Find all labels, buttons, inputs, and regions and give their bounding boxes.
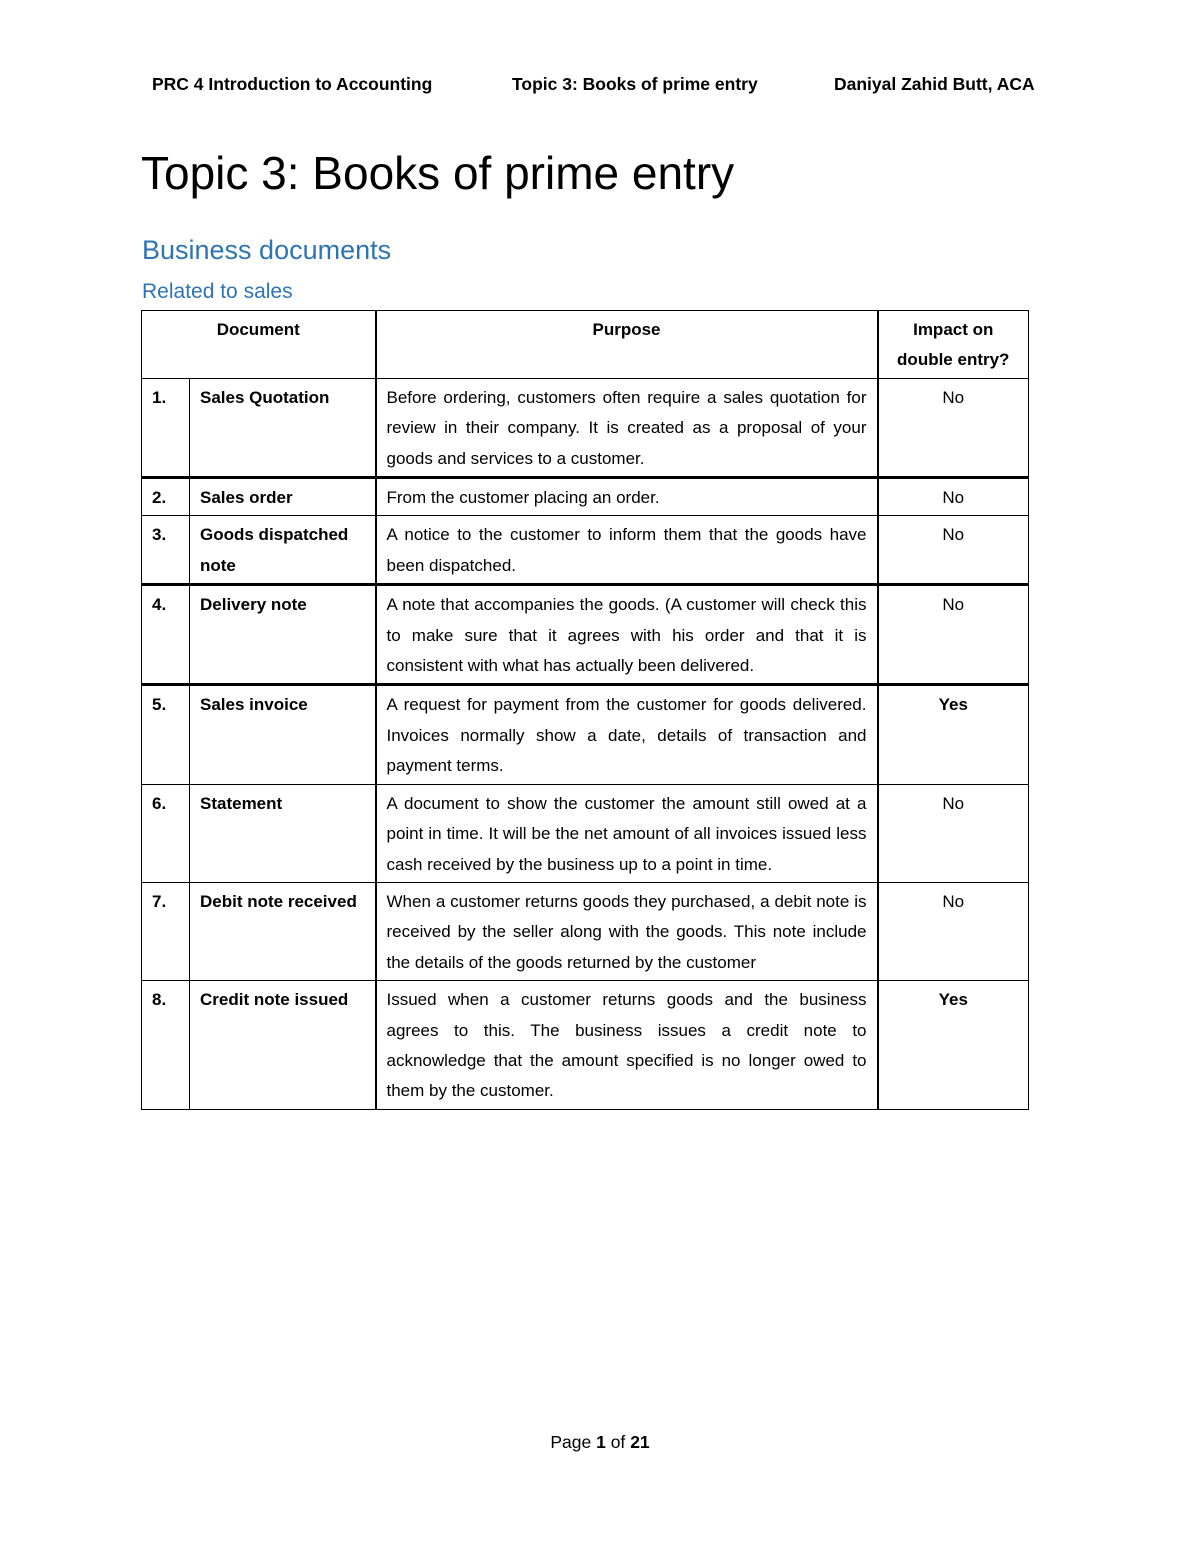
impact-value: Yes bbox=[878, 685, 1029, 784]
document-purpose: A note that accompanies the goods. (A customer will check this to make sure that it agrees with his order and that it is consistent with what has actually been delivered. bbox=[376, 585, 878, 685]
impact-value: Yes bbox=[878, 981, 1029, 1110]
table-row bbox=[142, 378, 1029, 477]
row-number: 8. bbox=[142, 981, 190, 1110]
document-name: Statement bbox=[190, 784, 376, 882]
impact-value: No bbox=[878, 478, 1029, 516]
row-number: 2. bbox=[142, 478, 190, 516]
table-row bbox=[142, 478, 1029, 516]
page-footer bbox=[0, 1432, 1200, 1453]
impact-value: No bbox=[878, 585, 1029, 685]
row-number: 7. bbox=[142, 882, 190, 980]
document-purpose: A document to show the customer the amount still owed at a point in time. It will be the net amount of all invoices issued less cash received by the business up to a point in time. bbox=[376, 784, 878, 882]
header-course-title: PRC 4 Introduction to Accounting bbox=[152, 74, 433, 94]
document-purpose: When a customer returns goods they purchased, a debit note is received by the seller along with the goods. This note include the details of the goods returned by the customer bbox=[376, 882, 878, 980]
impact-value: No bbox=[878, 516, 1029, 585]
footer-of-word: of bbox=[610, 1432, 626, 1452]
document-name: Goods dispatched note bbox=[190, 516, 376, 585]
document-name: Sales invoice bbox=[190, 685, 376, 784]
row-number: 3. bbox=[142, 516, 190, 585]
impact-value: No bbox=[878, 378, 1029, 477]
table-row bbox=[142, 685, 1029, 784]
section-heading: Business documents bbox=[142, 235, 392, 265]
table-header-row bbox=[142, 311, 1029, 379]
header-author: Daniyal Zahid Butt, ACA bbox=[834, 74, 1035, 94]
table-row bbox=[142, 882, 1029, 980]
document-name: Sales order bbox=[190, 478, 376, 516]
impact-value: No bbox=[878, 784, 1029, 882]
row-number: 4. bbox=[142, 585, 190, 685]
document-purpose: From the customer placing an order. bbox=[376, 478, 878, 516]
documents-table bbox=[141, 310, 1029, 1110]
header-document: Document bbox=[142, 311, 376, 379]
document-purpose: A request for payment from the customer for goods delivered. Invoices normally show a date, details of transaction and payment terms. bbox=[376, 685, 878, 784]
document-purpose: Before ordering, customers often require a sales quotation for review in their company. It is created as a proposal of your goods and services to a customer. bbox=[376, 378, 878, 477]
footer-page-number: 1 bbox=[596, 1432, 606, 1452]
document-purpose: Issued when a customer returns goods and the business agrees to this. The business issues a credit note to acknowledge that the amount specified is no longer owed to them by the customer. bbox=[376, 981, 878, 1110]
footer-page-word: Page bbox=[550, 1432, 592, 1452]
table-row bbox=[142, 585, 1029, 685]
table-row bbox=[142, 516, 1029, 585]
header-impact: Impact on double entry? bbox=[878, 311, 1029, 379]
row-number: 6. bbox=[142, 784, 190, 882]
table-row bbox=[142, 784, 1029, 882]
document-purpose: A notice to the customer to inform them that the goods have been dispatched. bbox=[376, 516, 878, 585]
page-title: Topic 3: Books of prime entry bbox=[141, 147, 735, 199]
impact-value: No bbox=[878, 882, 1029, 980]
document-name: Delivery note bbox=[190, 585, 376, 685]
table-row bbox=[142, 981, 1029, 1110]
footer-page-total: 21 bbox=[630, 1432, 650, 1452]
row-number: 5. bbox=[142, 685, 190, 784]
header-topic: Topic 3: Books of prime entry bbox=[512, 74, 758, 94]
document-name: Debit note received bbox=[190, 882, 376, 980]
document-name: Sales Quotation bbox=[190, 378, 376, 477]
header-purpose: Purpose bbox=[376, 311, 878, 379]
subsection-heading: Related to sales bbox=[142, 280, 293, 303]
document-name: Credit note issued bbox=[190, 981, 376, 1110]
row-number: 1. bbox=[142, 378, 190, 477]
